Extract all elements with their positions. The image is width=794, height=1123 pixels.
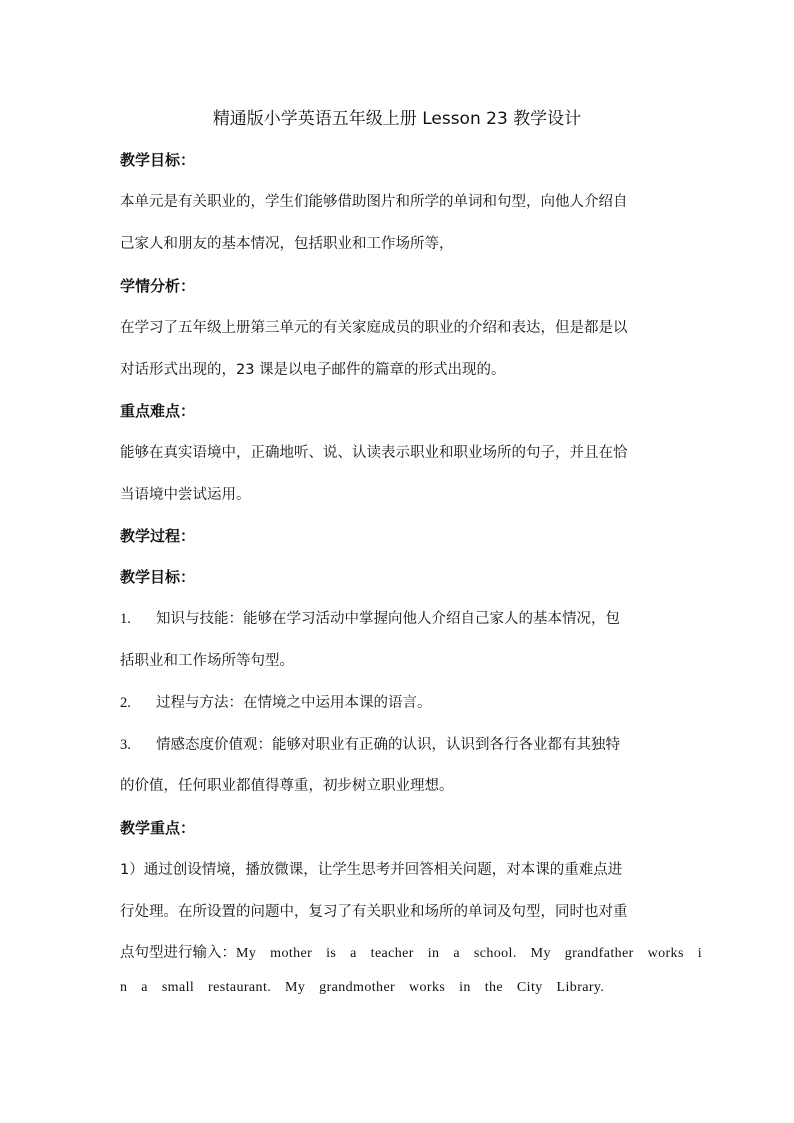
keypoints-paragraph-line: 当语境中尝试运用。	[120, 487, 251, 503]
analysis-paragraph-line: 在学习了五年级上册第三单元的有关家庭成员的职业的介绍和表达，但是都是以	[120, 320, 628, 336]
keypoints-heading: 重点难点：	[120, 402, 196, 420]
focus-paragraph-line	[120, 977, 604, 998]
goal-text: 情感态度价值观：能够对职业有正确的认识，认识到各行各业都有其独特	[156, 737, 620, 753]
focus-en-text: n a small restaurant. My grandmother works in the City Library.	[120, 980, 605, 995]
document-title: 精通版小学英语五年级上册 Lesson 23 教学设计	[212, 109, 582, 129]
focus-paragraph-line	[120, 943, 702, 964]
focus-paragraph-line: 行处理。在所设置的问题中，复习了有关职业和场所的单词及句型，同时也对重	[120, 904, 628, 920]
goal-number: 1.	[120, 611, 131, 627]
objectives-heading: 教学目标：	[120, 151, 196, 169]
goal-item-continuation: 的价值，任何职业都值得尊重，初步树立职业理想。	[120, 778, 454, 794]
goal-item	[120, 693, 432, 713]
goal-number: 2.	[120, 695, 131, 711]
keypoints-paragraph-line: 能够在真实语境中，正确地听、说、认读表示职业和职业场所的句子，并且在恰	[120, 445, 628, 461]
focus-heading: 教学重点：	[120, 819, 196, 837]
focus-paragraph-line: 1）通过创设情境，播放微课，让学生思考并回答相关问题，对本课的重难点进	[120, 862, 623, 878]
focus-en-text: My mother is a teacher in a school. My grandfather works i	[236, 946, 702, 961]
goal-item	[120, 609, 620, 629]
goals-heading: 教学目标：	[120, 568, 196, 586]
goal-item-continuation: 括职业和工作场所等句型。	[120, 653, 294, 669]
goal-text: 知识与技能：能够在学习活动中掌握向他人介绍自己家人的基本情况，包	[156, 611, 620, 627]
focus-cn-text: 点句型进行输入：	[120, 945, 236, 961]
objectives-paragraph-line: 本单元是有关职业的，学生们能够借助图片和所学的单词和句型，向他人介绍自	[120, 194, 628, 210]
analysis-paragraph-line: 对话形式出现的，23 课是以电子邮件的篇章的形式出现的。	[120, 362, 506, 378]
process-heading: 教学过程：	[120, 527, 196, 545]
analysis-heading: 学情分析：	[120, 277, 196, 295]
goal-text: 过程与方法：在情境之中运用本课的语言。	[156, 695, 432, 711]
goal-item	[120, 735, 620, 755]
objectives-paragraph-line: 己家人和朋友的基本情况，包括职业和工作场所等，	[120, 236, 454, 252]
goal-number: 3.	[120, 737, 131, 753]
